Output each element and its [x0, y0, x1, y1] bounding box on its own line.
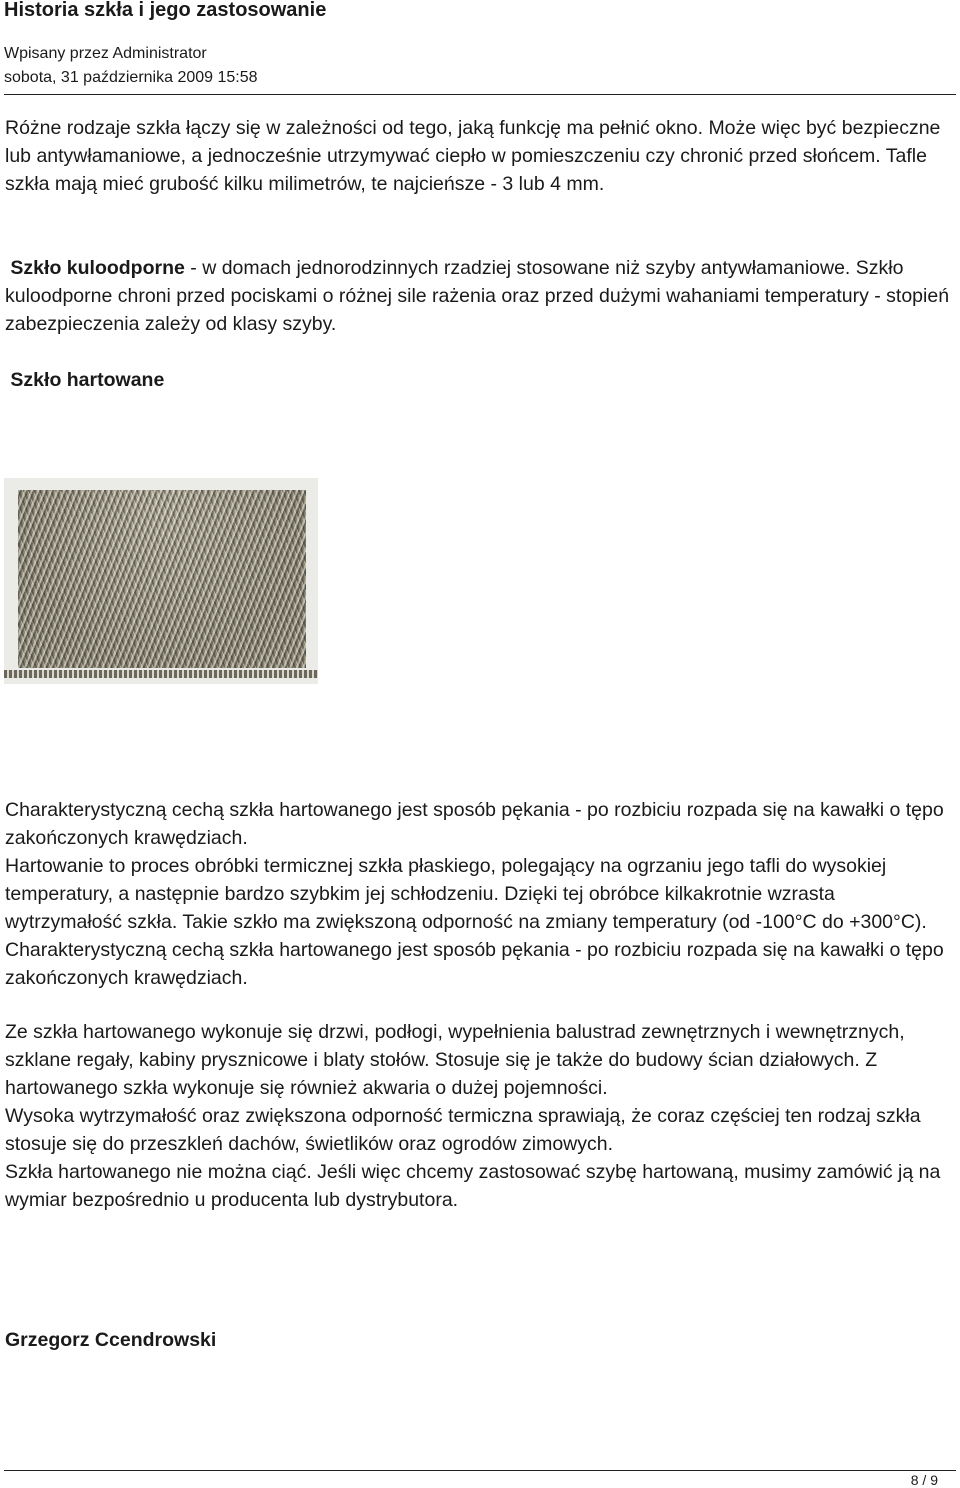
paragraph: Szkła hartowanego nie można ciąć. Jeśli więc chcemy zastosować szybę hartowaną, musimy zamówić ją na wymiar bezpośrednio u producenta lub dystrybutora.: [5, 1161, 941, 1211]
date-line: sobota, 31 października 2009 15:58: [4, 69, 258, 86]
author-line: Wpisany przez Administrator: [4, 45, 207, 62]
page-title: Historia szkła i jego zastosowanie: [4, 0, 327, 21]
paragraph: Wysoka wytrzymałość oraz zwiększona odporność termiczna sprawiają, że coraz częściej ten rodzaj szkła stosuje się do przeszkleń dachów, świetlików oraz ogrodów zimowych.: [5, 1105, 921, 1155]
bulletproof-text: - w domach jednorodzinnych rzadziej stosowane niż szyby antywłamaniowe. Szkło kuloodporne chroni przed pociskami o różnej sile rażenia oraz przed dużymi wahaniami temperatury - stopień zabezpieczenia zależy od klasy szyby.: [5, 257, 950, 335]
author-signature: Grzegorz Ccendrowski: [5, 1329, 217, 1351]
intro-section: [5, 114, 953, 198]
tempered-glass-image: [4, 478, 318, 684]
tempered-description: [5, 796, 953, 992]
bulletproof-paragraph: [5, 254, 953, 338]
paragraph: Ze szkła hartowanego wykonuje się drzwi, podłogi, wypełnienia balustrad zewnętrznych i wewnętrznych, szklane regały, kabiny prysznicowe i blaty stołów. Stosuje się je także do budowy ścian działowych. Z hartowanego szkła wykonuje się również akwaria o dużej pojemności.: [5, 1021, 905, 1099]
footer-divider: [4, 1470, 956, 1471]
image-bottom-edge: [4, 670, 318, 678]
paragraph: Hartowanie to proces obróbki termicznej szkła płaskiego, polegający na ogrzaniu jego tafli do wysokiej temperatury, a następnie bardzo szybkim jej schłodzeniu. Dzięki tej obróbce kilkakrotnie wzrasta wytrzymałość szkła. Takie szkło ma zwiększoną odporność na zmiany temperatury (od -100°C do +300°C). Charakterystyczną cechą szkła hartowanego jest sposób pękania - po rozbiciu rozpada się na kawałki o tępo zakończonych krawędziach.: [5, 855, 944, 989]
glass-texture: [18, 490, 306, 668]
intro-paragraph: Różne rodzaje szkła łączy się w zależności od tego, jaką funkcję ma pełnić okno. Może więc być bezpieczne lub antywłamaniowe, a jednocześnie utrzymywać ciepło w pomieszczeniu czy chronić przed słońcem. Tafle szkła mają mieć grubość kilku milimetrów, te najcieńsze - 3 lub 4 mm.: [5, 117, 941, 195]
tempered-applications: [5, 1018, 953, 1214]
paragraph: Charakterystyczną cechą szkła hartowanego jest sposób pękania - po rozbiciu rozpada się na kawałki o tępo zakończonych krawędziach.: [5, 799, 944, 849]
bulletproof-section: [5, 254, 953, 338]
tempered-heading-block: [5, 366, 953, 394]
bulletproof-heading: Szkło kuloodporne: [10, 257, 185, 279]
header-divider: [4, 94, 956, 95]
page-number: 8 / 9: [910, 1472, 938, 1488]
tempered-heading: Szkło hartowane: [10, 369, 165, 391]
